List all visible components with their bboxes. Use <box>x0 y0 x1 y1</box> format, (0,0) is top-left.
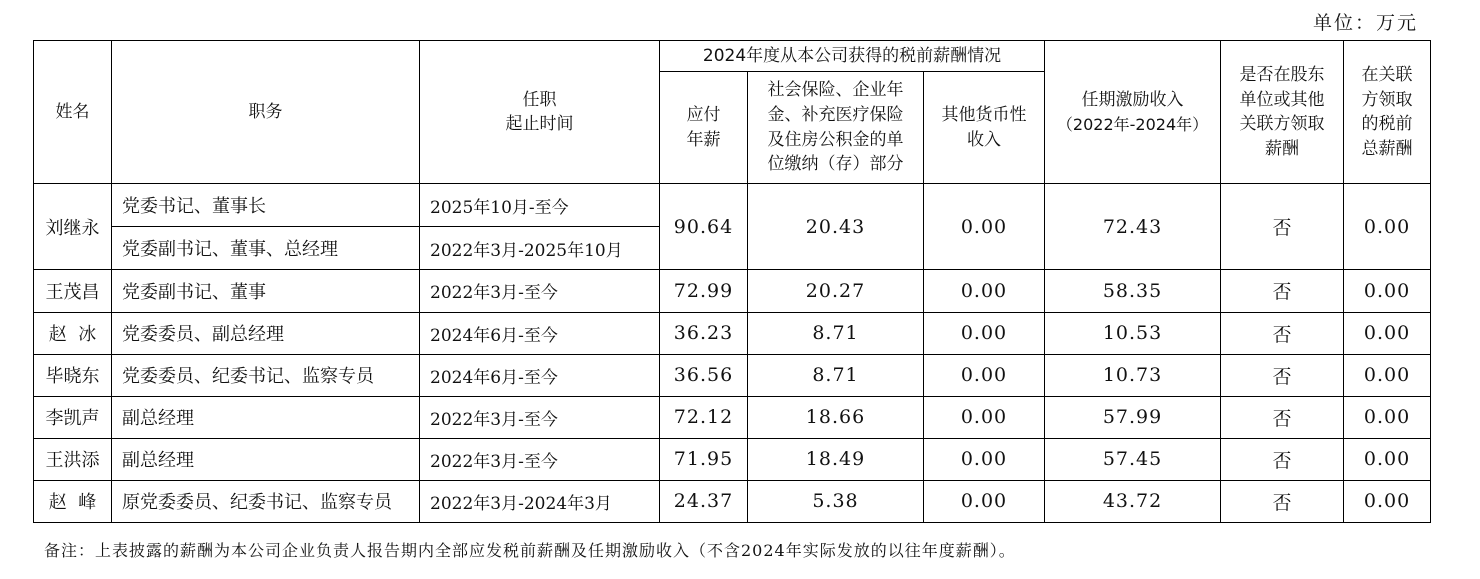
header-shareholder <box>1221 41 1344 184</box>
header-related-line2: 方领取 <box>1361 89 1413 110</box>
header-term-line2: 起止时间 <box>505 114 574 135</box>
cell-name: 刘继永 <box>34 184 112 270</box>
cell-position: 副总经理 <box>112 438 420 480</box>
cell-position: 党委副书记、董事、总经理 <box>112 227 420 270</box>
cell-term: 2022年3月-2025年10月 <box>420 227 660 270</box>
header-group: 2024年度从本公司获得的税前薪酬情况 <box>660 41 1045 72</box>
header-shareholder-line1: 是否在股东 <box>1239 64 1325 85</box>
cell-related: 0.00 <box>1344 480 1431 522</box>
compensation-table <box>33 40 1431 523</box>
cell-insurance: 8.71 <box>748 312 924 354</box>
cell-insurance: 18.66 <box>748 396 924 438</box>
table-row <box>34 270 1431 312</box>
cell-shareholder: 否 <box>1221 312 1344 354</box>
header-position: 职务 <box>112 41 420 184</box>
header-shareholder-line3: 关联方领取 <box>1239 114 1325 135</box>
header-incentive-line1: 任期激励收入 <box>1081 90 1184 111</box>
header-name: 姓名 <box>34 41 112 184</box>
cell-related: 0.00 <box>1344 184 1431 270</box>
cell-position: 原党委委员、纪委书记、监察专员 <box>112 480 420 522</box>
cell-insurance: 20.43 <box>748 184 924 270</box>
header-other <box>924 72 1045 184</box>
header-other-line2: 收入 <box>967 129 1001 150</box>
header-insurance <box>748 72 924 184</box>
cell-related: 0.00 <box>1344 438 1431 480</box>
header-salary-line1: 应付 <box>686 105 721 126</box>
table-row <box>34 396 1431 438</box>
header-incentive <box>1045 41 1221 184</box>
table-row <box>34 184 1431 227</box>
header-other-line1: 其他货币性 <box>941 105 1027 126</box>
cell-term: 2024年6月-至今 <box>420 312 660 354</box>
cell-salary: 72.12 <box>660 396 748 438</box>
header-related-line1: 在关联 <box>1361 64 1413 85</box>
cell-salary: 36.23 <box>660 312 748 354</box>
cell-insurance: 5.38 <box>748 480 924 522</box>
cell-incentive: 10.73 <box>1045 354 1221 396</box>
footnote: 备注：上表披露的薪酬为本公司企业负责人报告期内全部应发税前薪酬及任期激励收入（不含2024年实际发放的以往年度薪酬）。 <box>44 541 1016 560</box>
cell-name: 王茂昌 <box>34 270 112 312</box>
cell-other: 0.00 <box>924 396 1045 438</box>
header-insurance-line4: 位缴纳（存）部分 <box>767 154 904 175</box>
cell-incentive: 57.45 <box>1045 438 1221 480</box>
cell-name: 毕晓东 <box>34 354 112 396</box>
cell-insurance: 20.27 <box>748 270 924 312</box>
header-insurance-line1: 社会保险、企业年 <box>767 80 904 101</box>
header-insurance-line3: 及住房公积金的单 <box>767 129 904 150</box>
cell-other: 0.00 <box>924 312 1045 354</box>
cell-related: 0.00 <box>1344 270 1431 312</box>
cell-other: 0.00 <box>924 480 1045 522</box>
cell-salary: 72.99 <box>660 270 748 312</box>
header-row-1 <box>34 41 1431 72</box>
cell-term: 2022年3月-至今 <box>420 396 660 438</box>
cell-shareholder: 否 <box>1221 480 1344 522</box>
cell-shareholder: 否 <box>1221 438 1344 480</box>
cell-term: 2022年3月-至今 <box>420 270 660 312</box>
header-salary-line2: 年薪 <box>686 129 721 150</box>
cell-salary: 71.95 <box>660 438 748 480</box>
cell-term: 2022年3月-2024年3月 <box>420 480 660 522</box>
header-shareholder-line4: 薪酬 <box>1265 138 1300 159</box>
table-row <box>34 312 1431 354</box>
cell-related: 0.00 <box>1344 312 1431 354</box>
unit-label: 单位：万元 <box>1312 12 1418 34</box>
cell-shareholder: 否 <box>1221 396 1344 438</box>
cell-other: 0.00 <box>924 438 1045 480</box>
cell-position: 党委委员、纪委书记、监察专员 <box>112 354 420 396</box>
cell-term: 2022年3月-至今 <box>420 438 660 480</box>
cell-term: 2025年10月-至今 <box>420 184 660 227</box>
cell-incentive: 58.35 <box>1045 270 1221 312</box>
cell-salary: 24.37 <box>660 480 748 522</box>
table-row <box>34 438 1431 480</box>
cell-position: 党委委员、副总经理 <box>112 312 420 354</box>
header-incentive-line2: （2022年-2024年） <box>1056 114 1209 134</box>
cell-name: 赵 冰 <box>34 312 112 354</box>
cell-related: 0.00 <box>1344 396 1431 438</box>
header-related <box>1344 41 1431 184</box>
header-shareholder-line2: 单位或其他 <box>1239 89 1325 110</box>
cell-position: 副总经理 <box>112 396 420 438</box>
cell-name: 赵 峰 <box>34 480 112 522</box>
cell-salary: 36.56 <box>660 354 748 396</box>
cell-name: 李凯声 <box>34 396 112 438</box>
cell-incentive: 43.72 <box>1045 480 1221 522</box>
cell-insurance: 18.49 <box>748 438 924 480</box>
header-related-line4: 总薪酬 <box>1361 138 1413 159</box>
table-row <box>34 354 1431 396</box>
cell-incentive: 10.53 <box>1045 312 1221 354</box>
header-term <box>420 41 660 184</box>
cell-other: 0.00 <box>924 354 1045 396</box>
cell-other: 0.00 <box>924 184 1045 270</box>
cell-salary: 90.64 <box>660 184 748 270</box>
header-term-line1: 任职 <box>522 89 557 110</box>
cell-term: 2024年6月-至今 <box>420 354 660 396</box>
cell-position: 党委书记、董事长 <box>112 184 420 227</box>
cell-other: 0.00 <box>924 270 1045 312</box>
header-insurance-line2: 金、补充医疗保险 <box>767 105 904 126</box>
header-related-line3: 的税前 <box>1361 114 1413 135</box>
cell-shareholder: 否 <box>1221 184 1344 270</box>
cell-incentive: 57.99 <box>1045 396 1221 438</box>
cell-insurance: 8.71 <box>748 354 924 396</box>
cell-related: 0.00 <box>1344 354 1431 396</box>
cell-position: 党委副书记、董事 <box>112 270 420 312</box>
cell-incentive: 72.43 <box>1045 184 1221 270</box>
cell-shareholder: 否 <box>1221 354 1344 396</box>
cell-name: 王洪添 <box>34 438 112 480</box>
header-salary <box>660 72 748 184</box>
table-row <box>34 480 1431 522</box>
cell-shareholder: 否 <box>1221 270 1344 312</box>
